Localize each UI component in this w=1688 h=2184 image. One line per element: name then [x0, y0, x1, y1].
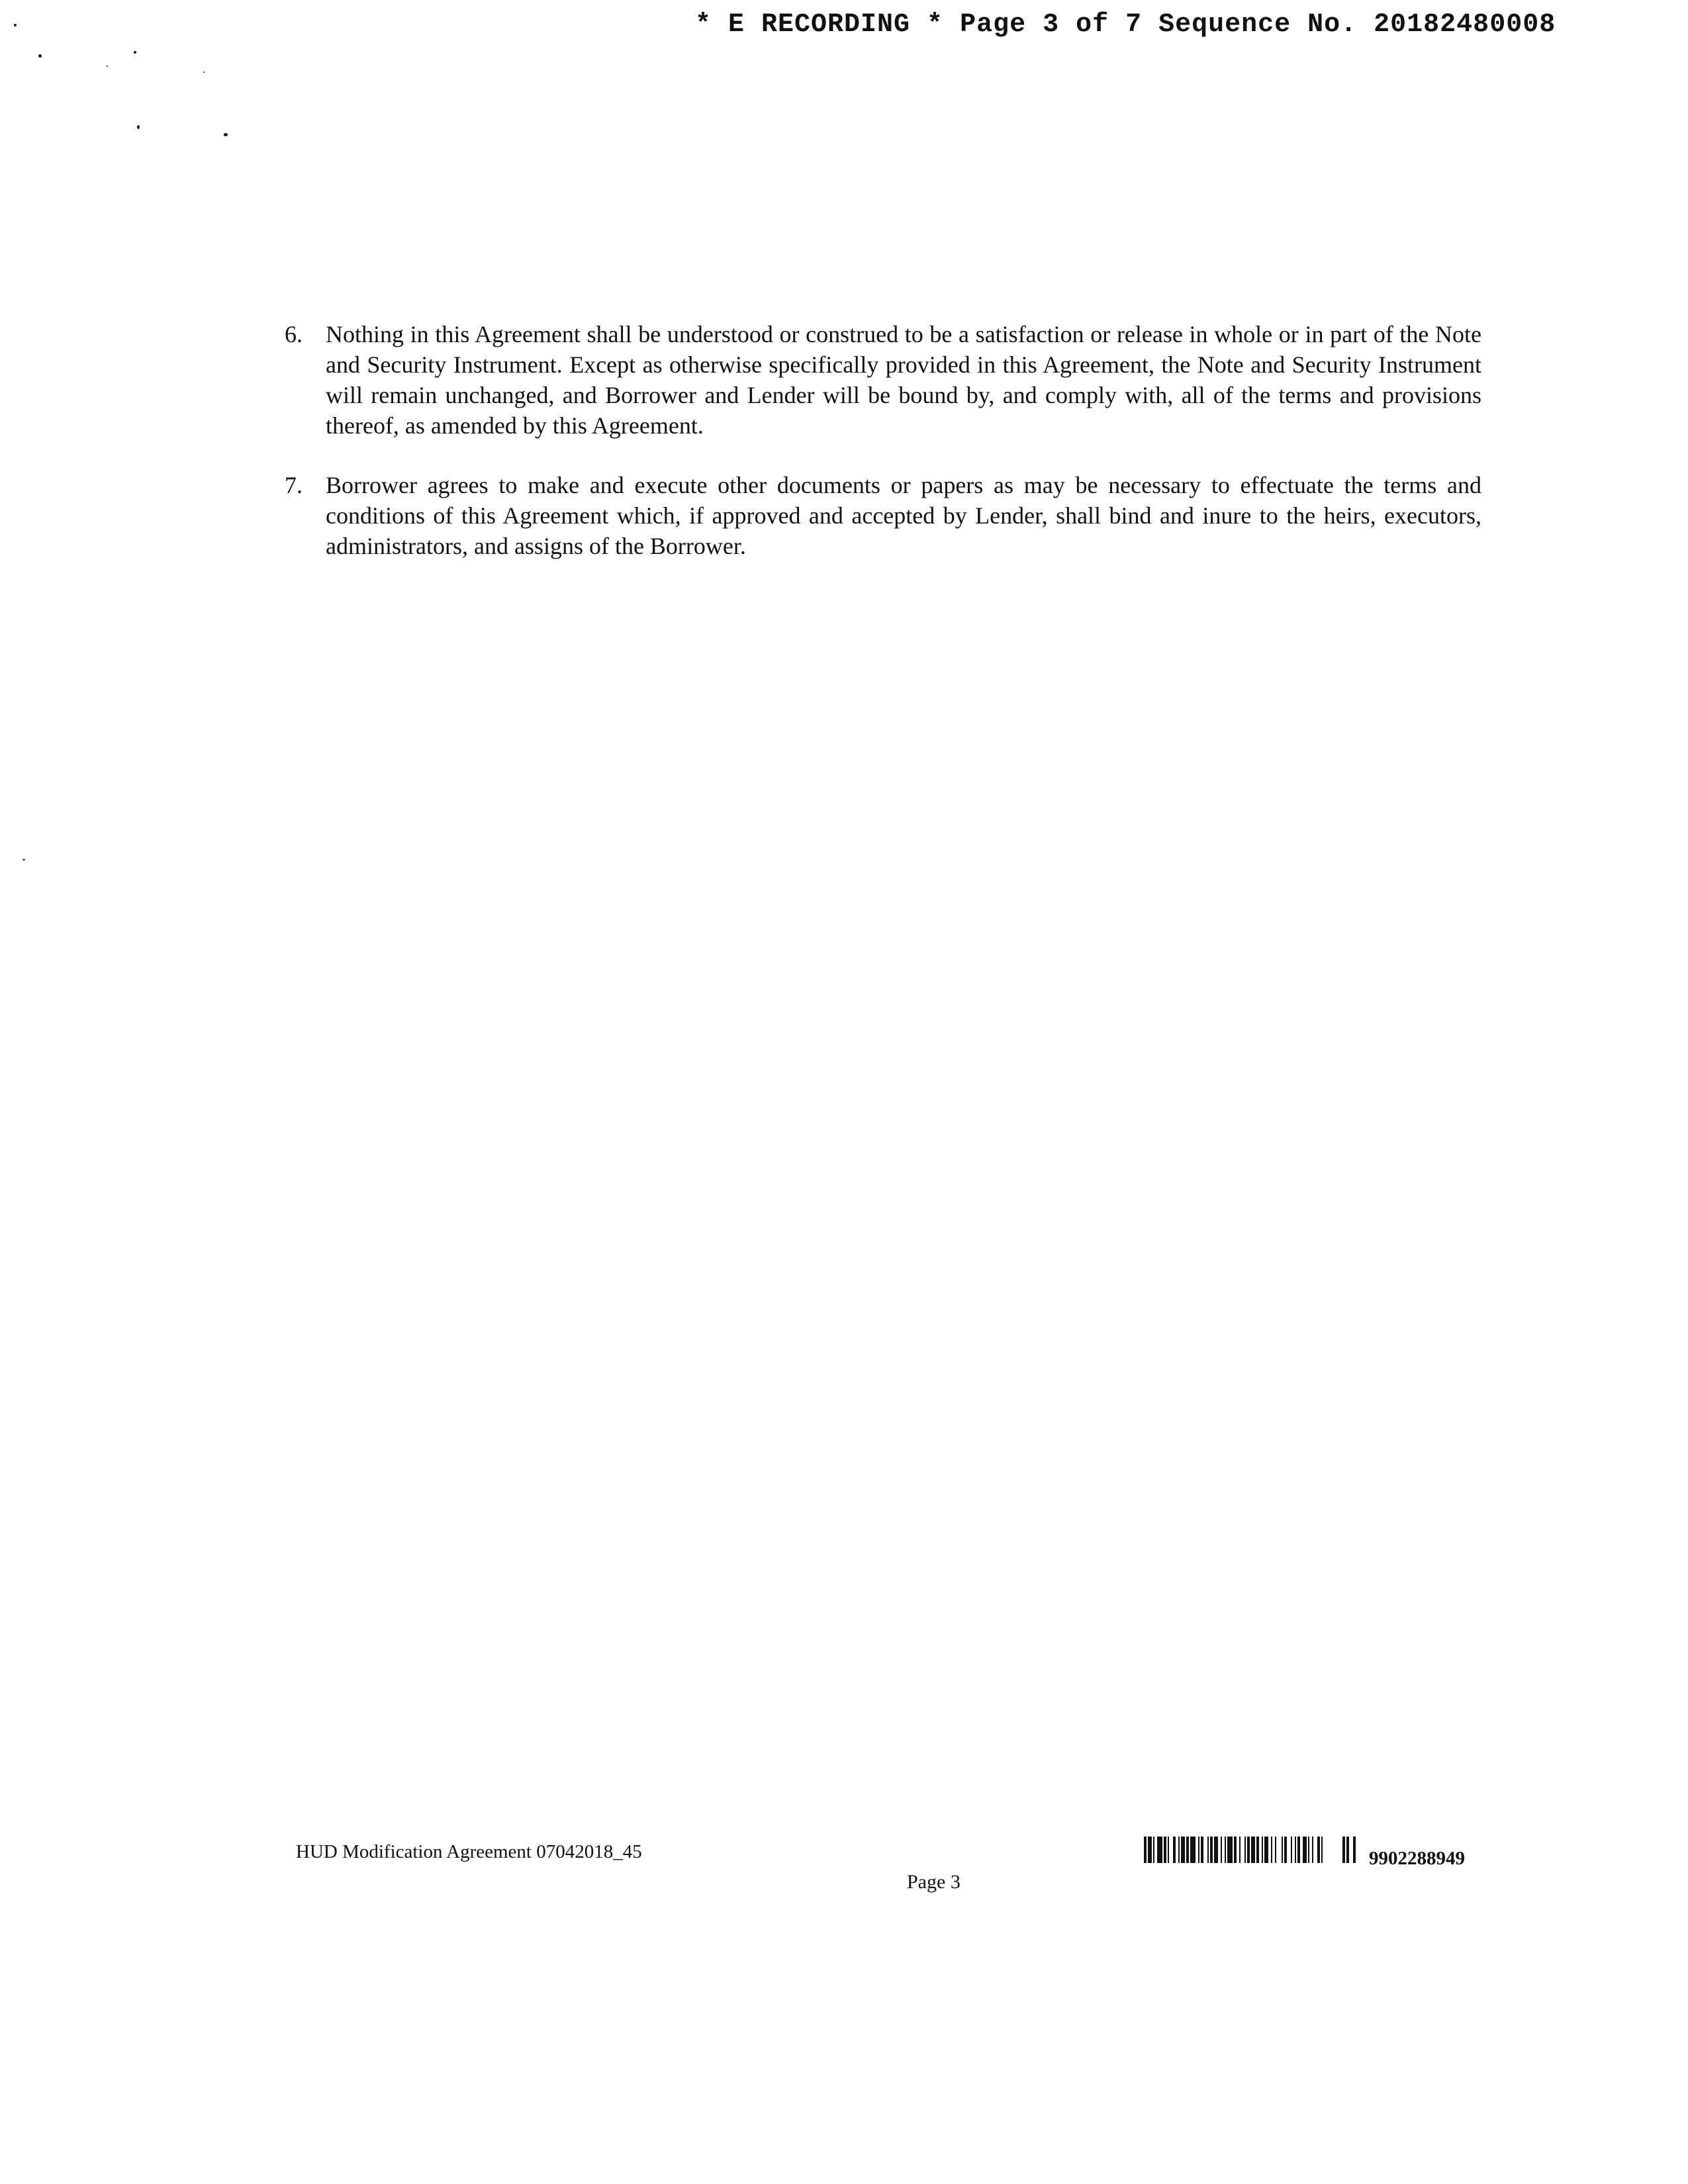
barcode-bar: [1247, 1837, 1250, 1863]
scan-speck: [224, 133, 228, 136]
barcode-bar: [1153, 1837, 1154, 1863]
barcode-bar: [1297, 1837, 1300, 1863]
barcode-bar: [1303, 1837, 1307, 1863]
barcode-bar: [1214, 1837, 1218, 1863]
barcode-bar: [1227, 1837, 1233, 1863]
barcode-bar: [1234, 1837, 1237, 1863]
barcode-bar: [1173, 1837, 1176, 1863]
clause-7: [285, 470, 1481, 561]
clause-7-number: 7.: [285, 472, 303, 498]
barcode-bar: [1221, 1837, 1222, 1863]
clause-6: [285, 319, 1481, 441]
barcode-bar: [1282, 1837, 1283, 1863]
barcode-bar: [1239, 1837, 1241, 1863]
barcode-bar: [1275, 1837, 1276, 1863]
scan-speck: [14, 24, 17, 26]
barcode-bar: [1353, 1837, 1356, 1863]
barcode-bar: [1346, 1837, 1349, 1863]
scan-speck: [134, 51, 136, 54]
barcode-bar: [1264, 1837, 1268, 1863]
barcode-bar: [1251, 1837, 1255, 1863]
barcode-bar: [1284, 1837, 1287, 1863]
barcode-bar: [1210, 1837, 1213, 1863]
barcode-bar: [1295, 1837, 1296, 1863]
scan-speck: [137, 125, 140, 129]
barcode-bar: [1178, 1837, 1180, 1863]
barcode-bar: [1244, 1837, 1246, 1863]
barcode-bar: [1342, 1837, 1345, 1863]
barcode-bar: [1317, 1837, 1320, 1863]
barcode-bar: [1262, 1837, 1263, 1863]
barcode-bar: [1157, 1837, 1162, 1863]
clause-6-text: Nothing in this Agreement shall be understood or construed to be a satisfaction or release in whole or in part of the Note and Security Instrument. Except as otherwise specifically provided in this Agreement, the Note and Security Instrument will remain unchanged, and Borrower and Lender will be bound by, and comply with, all of the terms and provisions thereof, as amended by this Agreement.: [326, 321, 1481, 439]
scan-speck: [23, 859, 25, 860]
barcode-bar: [1256, 1837, 1259, 1863]
barcode-bar: [1321, 1837, 1323, 1863]
barcode-number: 9902288949: [1369, 1848, 1465, 1869]
barcode-bar: [1148, 1837, 1152, 1863]
clause-7-text: Borrower agrees to make and execute other documents or papers as may be necessary to effectuate the terms and conditions of this Agreement which, if approved and accepted by Lender, shall bind and inure to the heirs, executors, administrators, and assigns of the Borrower.: [326, 472, 1481, 559]
barcode-bar: [1144, 1837, 1147, 1863]
barcode-bar: [1225, 1837, 1226, 1863]
page-number: Page 3: [907, 1871, 961, 1893]
barcode-bar: [1201, 1837, 1203, 1863]
recording-header: * E RECORDING * Page 3 of 7 Sequence No. 20182480008: [695, 10, 1556, 40]
barcode-image: [1144, 1837, 1369, 1863]
barcode-bar: [1190, 1837, 1196, 1863]
barcode-bar: [1308, 1837, 1309, 1863]
barcode-bar: [1207, 1837, 1209, 1863]
barcode-bar: [1168, 1837, 1169, 1863]
barcode-bar: [1186, 1837, 1189, 1863]
clause-6-number: 6.: [285, 321, 303, 347]
footer-document-id: HUD Modification Agreement 07042018_45: [296, 1841, 642, 1862]
barcode-bar: [1312, 1837, 1313, 1863]
barcode-bar: [1164, 1837, 1166, 1863]
scan-speck: [107, 66, 108, 67]
barcode-bar: [1198, 1837, 1199, 1863]
barcode-bar: [1271, 1837, 1272, 1863]
barcode-bars: [1144, 1837, 1356, 1863]
barcode-bar: [1291, 1837, 1292, 1863]
scan-speck: [38, 54, 42, 58]
barcode-bar: [1181, 1837, 1185, 1863]
scan-speck: [203, 71, 205, 73]
